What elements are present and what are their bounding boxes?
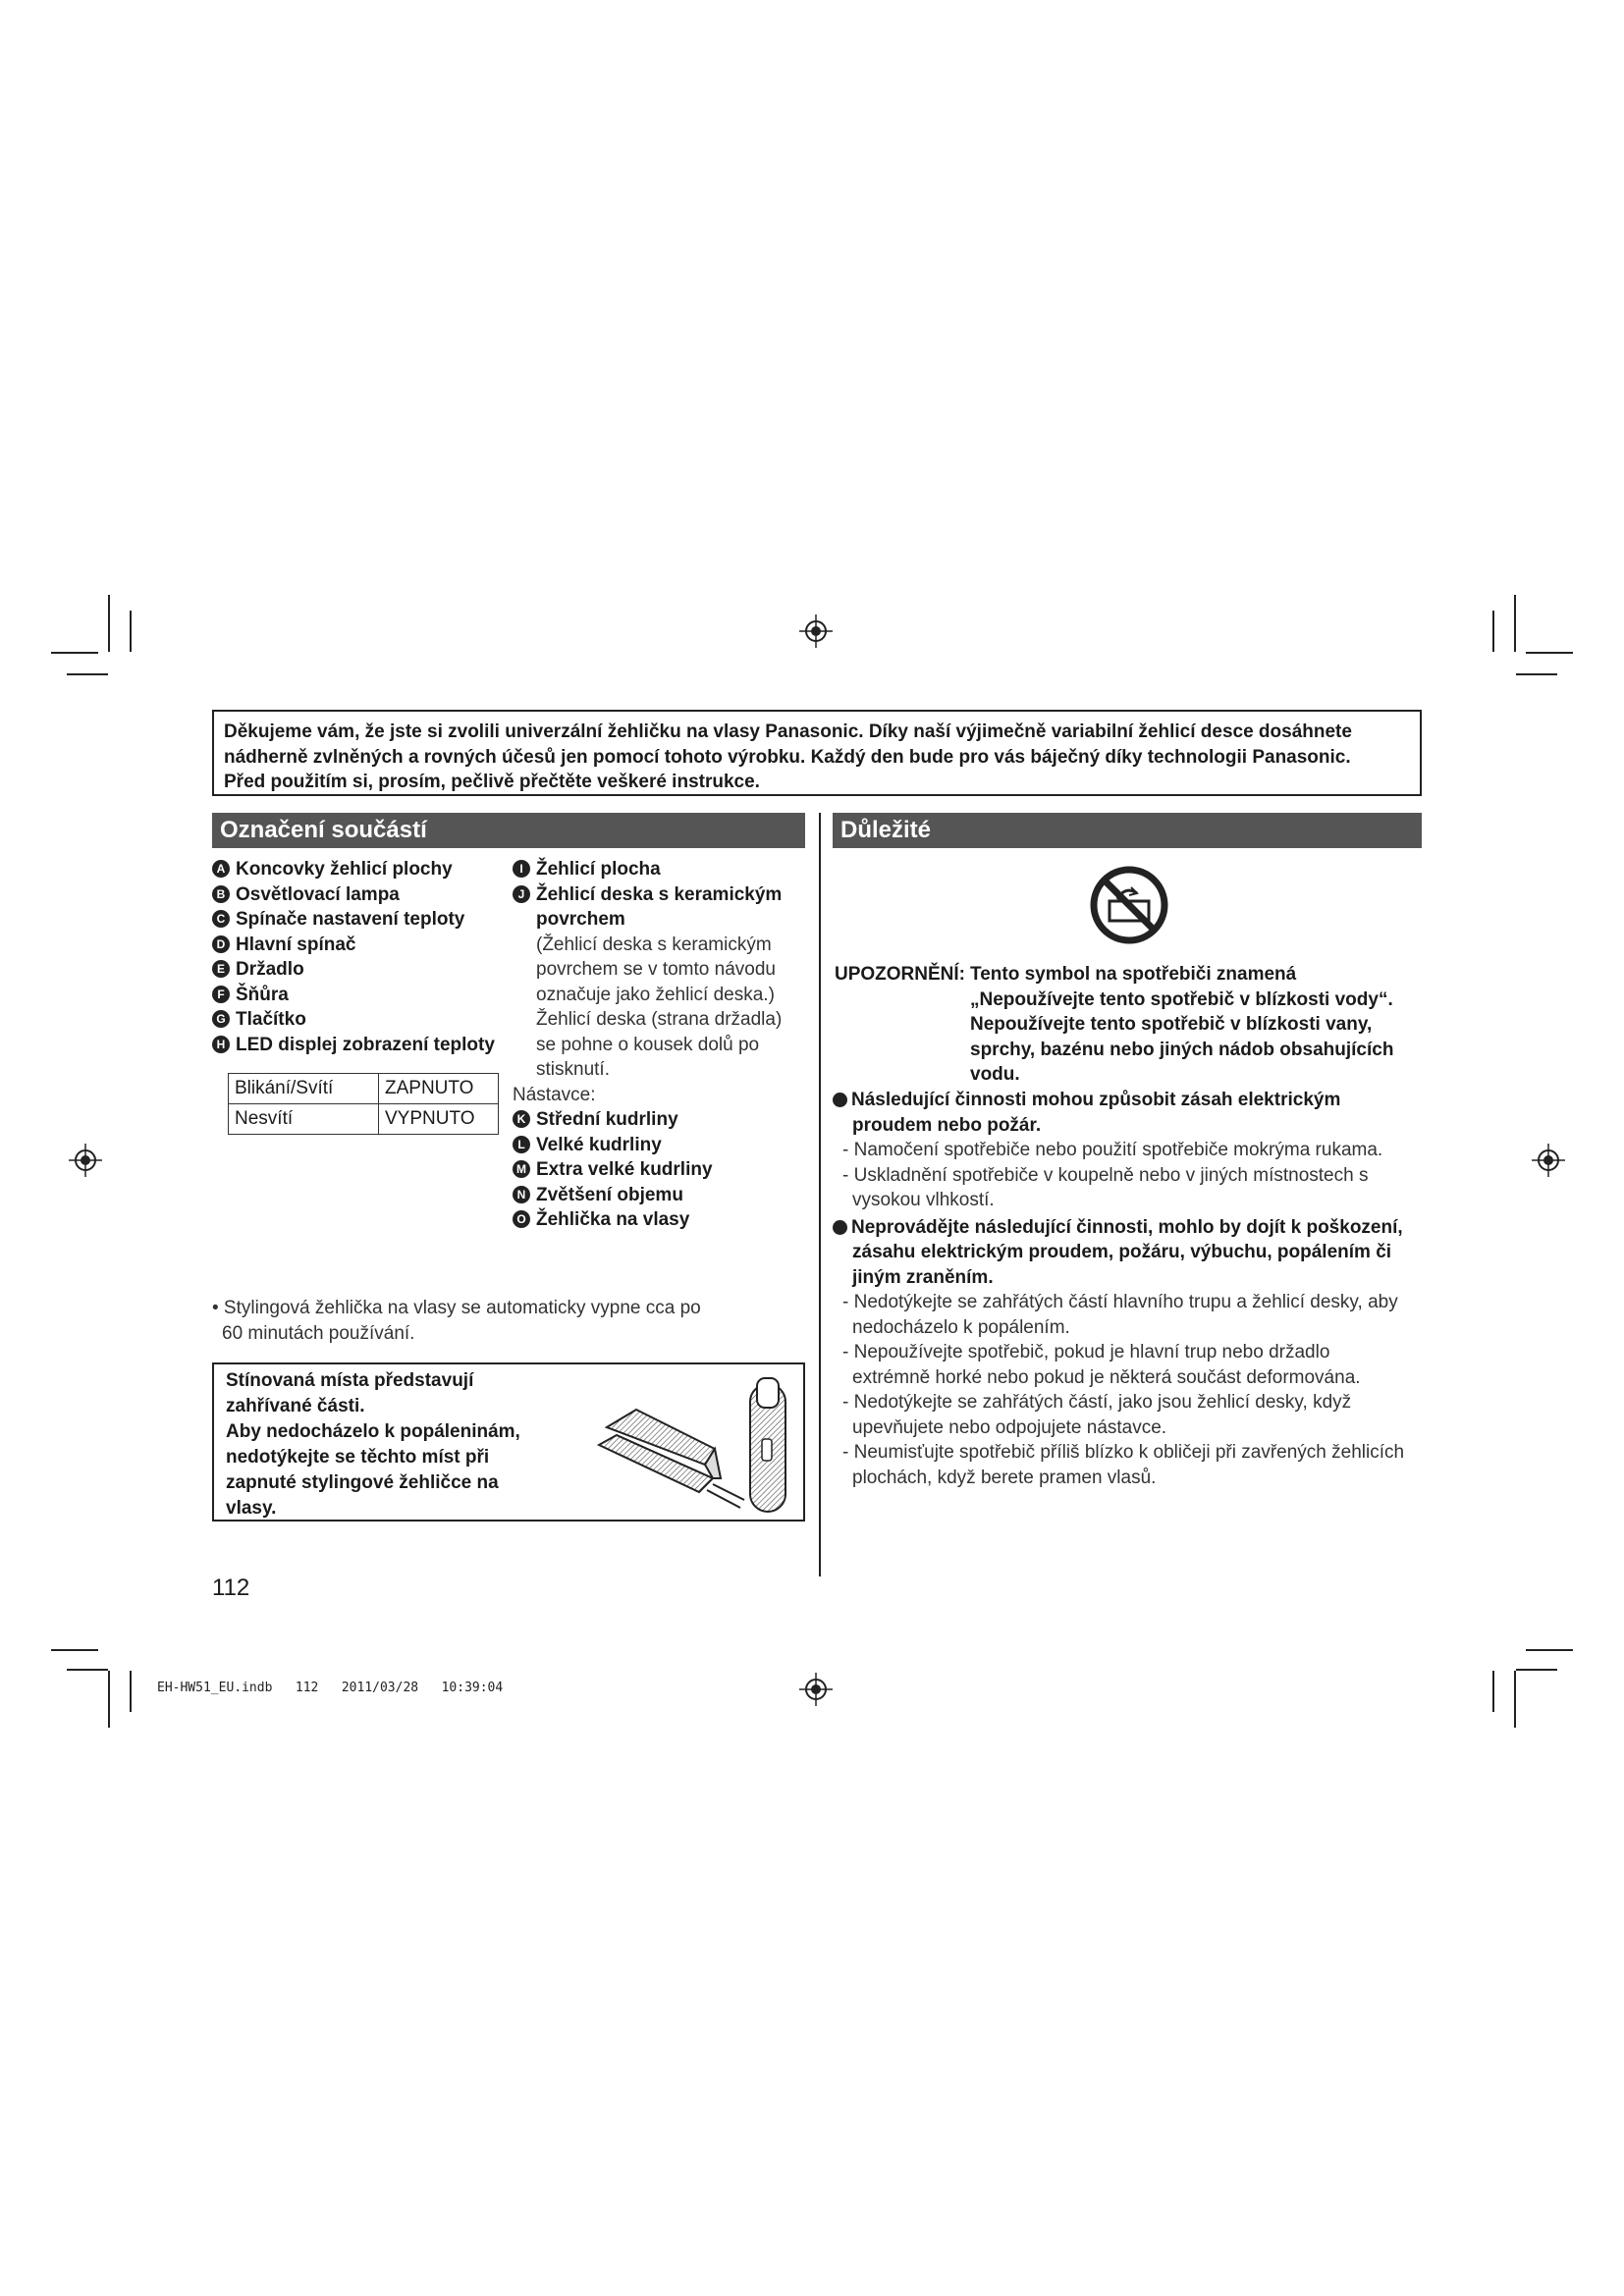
warning-bullet-title	[833, 1215, 1428, 1241]
part-label: Šňůra	[236, 984, 289, 1005]
list-item: - Nedotýkejte se zahřátých částí, jako jsou žehlicí desky, když	[842, 1392, 1352, 1413]
warning-line: vlasy.	[226, 1498, 277, 1519]
list-item: vysokou vlhkostí.	[852, 1190, 995, 1210]
column-divider	[819, 813, 821, 1576]
letter-badge-icon: N	[513, 1186, 530, 1203]
caution-block	[835, 962, 1424, 1088]
letter-badge-icon: K	[513, 1110, 530, 1128]
letter-badge-icon: G	[212, 1010, 230, 1028]
letter-badge-icon: H	[212, 1036, 230, 1053]
table-row	[229, 1074, 499, 1104]
list-item	[513, 1157, 807, 1183]
crop-mark	[1514, 1671, 1516, 1728]
intro-box	[212, 710, 1422, 796]
print-slug: EH-HW51_EU.indb 112 2011/03/28 10:39:04	[157, 1681, 504, 1695]
table-cell: Blikání/Svítí	[229, 1074, 379, 1104]
letter-badge-icon: B	[212, 885, 230, 903]
crop-mark	[130, 611, 132, 652]
caution-text: vodu.	[970, 1064, 1020, 1085]
list-item: nedocházelo k popálením.	[852, 1316, 1070, 1338]
note-line: stisknutí.	[536, 1059, 610, 1080]
caution-line	[835, 962, 1424, 988]
letter-badge-icon: L	[513, 1136, 530, 1153]
crop-mark	[1492, 1671, 1494, 1712]
part-label: Střední kudrliny	[536, 1109, 678, 1130]
note-line: označuje jako žehlicí deska.)	[536, 984, 775, 1005]
intro-line: nádherně zvlněných a rovných účesů jen pomocí tohoto výrobku. Každý den bude pro vás báječný díky technologii Panasonic.	[224, 746, 1351, 768]
list-item	[513, 1107, 807, 1133]
page-number: 112	[212, 1575, 250, 1601]
crop-mark	[1516, 1669, 1557, 1671]
list-item	[212, 957, 507, 983]
warning-line: Stínovaná místa představují	[226, 1370, 474, 1391]
caution-text: „Nepoužívejte tento spotřebič v blízkosti vody“.	[970, 988, 1393, 1010]
list-item	[212, 1033, 507, 1058]
letter-badge-icon: C	[212, 910, 230, 928]
intro-line: Před použitím si, prosím, pečlivě přečtěte veškeré instrukce.	[224, 772, 760, 792]
list-item	[513, 1183, 807, 1208]
auto-off-note	[212, 1296, 805, 1346]
parts-list-left	[212, 857, 507, 1057]
bullet-title-text: proudem nebo požár.	[852, 1114, 1042, 1136]
crop-mark	[1526, 652, 1573, 654]
warning-bullet-title	[833, 1088, 1428, 1113]
warning-line: zahřívané části.	[226, 1396, 365, 1416]
part-label: Velké kudrliny	[536, 1134, 662, 1155]
crop-mark	[67, 673, 108, 675]
hot-parts-warning-box	[212, 1362, 805, 1522]
table-cell: ZAPNUTO	[379, 1074, 499, 1104]
list-item	[212, 882, 507, 908]
bullet-icon	[833, 1220, 847, 1235]
list-item	[513, 857, 807, 882]
crop-mark	[108, 595, 110, 652]
part-label: Spínače nastavení teploty	[236, 909, 465, 930]
warning-line: zapnuté stylingové žehličce na	[226, 1472, 499, 1493]
part-label: Tlačítko	[236, 1009, 306, 1030]
part-label: LED displej zobrazení teploty	[236, 1034, 495, 1055]
list-item: - Nedotýkejte se zahřátých částí hlavního trupu a žehlicí desky, aby	[842, 1292, 1398, 1312]
part-label-continued: povrchem	[536, 909, 625, 930]
registration-mark-icon	[69, 1144, 102, 1177]
list-item: - Uskladnění spotřebiče v koupelně nebo v jiných místnostech s	[842, 1164, 1369, 1186]
crop-mark	[51, 1649, 98, 1651]
caution-text: Nepoužívejte tento spotřebič v blízkosti vany,	[970, 1014, 1373, 1035]
list-item: - Nepoužívejte spotřebič, pokud je hlavní trup nebo držadlo	[842, 1342, 1330, 1362]
attachments-label: Nástavce:	[513, 1084, 596, 1105]
caution-text: sprchy, bazénu nebo jiných nádob obsahujících	[970, 1039, 1394, 1060]
bullet-title-text: Neprovádějte následující činnosti, mohlo by dojít k poškození,	[851, 1216, 1403, 1238]
list-item	[513, 1133, 807, 1158]
part-label: Držadlo	[236, 959, 304, 980]
registration-mark-icon	[1532, 1144, 1565, 1177]
hair-iron-illustration-icon	[597, 1370, 793, 1516]
registration-mark-icon	[799, 614, 833, 648]
letter-badge-icon: E	[212, 960, 230, 978]
important-section-title: Důležité	[833, 813, 1422, 848]
crop-mark	[108, 1671, 110, 1728]
list-item	[212, 983, 507, 1008]
list-item	[212, 857, 507, 882]
parts-section-title: Označení součástí	[212, 813, 805, 848]
list-item	[513, 1207, 807, 1233]
list-item: extrémně horké nebo pokud je některá součást deformována.	[852, 1366, 1361, 1388]
list-item	[513, 882, 807, 908]
list-item	[212, 933, 507, 958]
list-item	[212, 907, 507, 933]
crop-mark	[130, 1671, 132, 1712]
bullet-icon	[833, 1093, 847, 1107]
caution-label: UPOZORNĚNÍ:	[835, 964, 965, 985]
bullet-title-text: zásahu elektrickým proudem, požáru, výbuchu, popálením či	[852, 1242, 1392, 1262]
letter-badge-icon: I	[513, 860, 530, 878]
list-item: plochách, když berete pramen vlasů.	[852, 1467, 1157, 1488]
table-row	[229, 1104, 499, 1135]
warning-line: Aby nedocházelo k popáleninám,	[226, 1421, 520, 1442]
caution-text: Tento symbol na spotřebiči znamená	[970, 964, 1297, 985]
crop-mark	[1514, 595, 1516, 652]
list-item: upevňujete nebo odpojujete nástavce.	[852, 1416, 1167, 1438]
letter-badge-icon: J	[513, 885, 530, 903]
letter-badge-icon: M	[513, 1160, 530, 1178]
letter-badge-icon: O	[513, 1210, 530, 1228]
note-line: (Žehlicí deska s keramickým	[536, 934, 772, 955]
crop-mark	[1492, 611, 1494, 652]
bullet-title-text: jiným zraněním.	[852, 1266, 994, 1288]
warning-line: nedotýkejte se těchto míst při	[226, 1447, 490, 1468]
note-line: 60 minutách používání.	[222, 1322, 415, 1344]
list-item	[212, 1007, 507, 1033]
crop-mark	[51, 652, 98, 654]
table-cell: Nesvítí	[229, 1104, 379, 1135]
list-item: - Namočení spotřebiče nebo použití spotřebiče mokrýma rukama.	[842, 1140, 1383, 1160]
letter-badge-icon: A	[212, 860, 230, 878]
crop-mark	[1516, 673, 1557, 675]
bullet-title-text: Následující činnosti mohou způsobit zásah elektrickým	[851, 1090, 1341, 1110]
part-label: Žehlicí plocha	[536, 859, 661, 880]
intro-line: Děkujeme vám, že jste si zvolili univerzální žehličku na vlasy Panasonic. Díky naší výjimečně variabilní žehlicí desce dosáhnete	[224, 721, 1352, 742]
part-label: Hlavní spínač	[236, 934, 356, 955]
part-label: Zvětšení objemu	[536, 1184, 683, 1205]
led-status-table	[228, 1073, 499, 1135]
no-water-warning-icon	[1088, 864, 1170, 946]
note-line: povrchem se v tomto návodu	[536, 959, 776, 980]
part-label: Žehlicí deska s keramickým	[536, 883, 783, 905]
note-line: se pohne o kousek dolů po	[536, 1034, 760, 1055]
table-cell: VYPNUTO	[379, 1104, 499, 1135]
warnings-list	[833, 1088, 1428, 1490]
registration-mark-icon	[799, 1673, 833, 1706]
part-label: Žehlička na vlasy	[536, 1209, 690, 1230]
part-label: Koncovky žehlicí plochy	[236, 859, 453, 880]
list-item: - Neumisťujte spotřebič příliš blízko k obličeji při zavřených žehlicích	[842, 1442, 1405, 1463]
letter-badge-icon: D	[212, 935, 230, 953]
part-label: Extra velké kudrliny	[536, 1159, 713, 1180]
crop-mark	[1526, 1649, 1573, 1651]
parts-list-right	[513, 857, 807, 1233]
part-label: Osvětlovací lampa	[236, 883, 400, 905]
note-line: • Stylingová žehlička na vlasy se automaticky vypne cca po	[212, 1298, 701, 1318]
crop-mark	[67, 1669, 108, 1671]
note-line: Žehlicí deska (strana držadla)	[536, 1009, 783, 1030]
letter-badge-icon: F	[212, 986, 230, 1003]
